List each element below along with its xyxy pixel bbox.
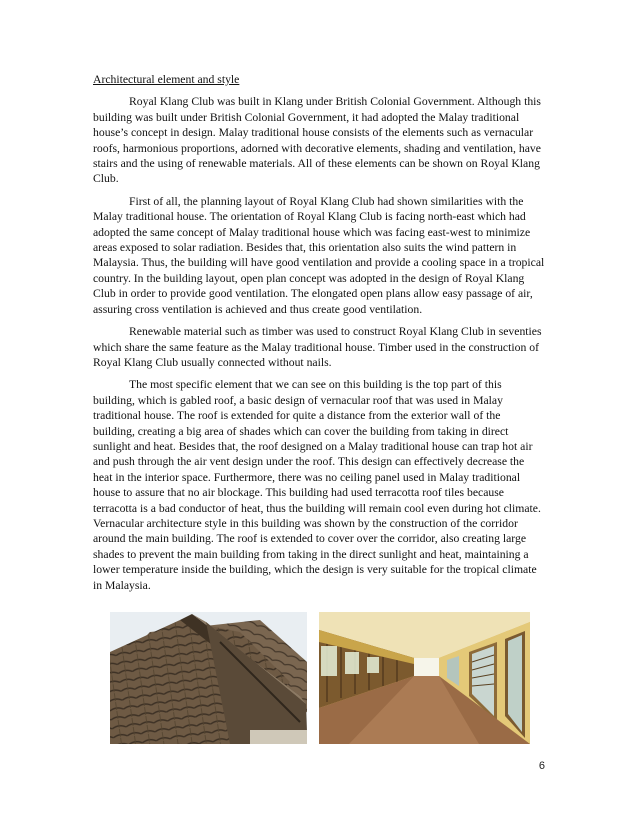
paragraph-2: First of all, the planning layout of Royal Klang Club had shown similarities with the Malay traditional house. The orientation of Royal Klang Club is facing north-east which had adopted the same concept of Malay traditional house which was facing east-west to minimize areas exposed to solar radiation. Besides that, this orientation also suits the wind pattern in Malaysia. Thus, the building will have good ventilation and provide a cooling space in a tropical country. In the building layout, open plan concept was adopted in the design of Royal Klang Club in order to provide good ventilation. The elongated open plans allow easy passage of air, assuring cross ventilation is achieved and thus create good ventilation. [93,194,545,316]
page-number: 6 [538,760,545,772]
section-heading: Architectural element and style [93,73,240,86]
roof-photo [110,612,307,744]
body-text [93,72,545,600]
corridor-photo-image [319,612,530,744]
paragraph-1: Royal Klang Club was built in Klang under British Colonial Government. Although this building was built under British Colonial Government, it had adopted the Malay traditional house’s concept in design. Malay traditional house consists of the elements such as vernacular roofs, harmonious proportions, adorned with decorative elements, shading and ventilation, have stairs and the using of renewable materials. All of these elements can be shown on Royal Klang Club. [93,95,541,186]
corridor-photo [319,612,530,744]
paragraph-3: Renewable material such as timber was used to construct Royal Klang Club in seventies which share the same feature as the Malay traditional house. Timber used in the construction of Royal Klang Club usually connected without nails. [93,325,542,369]
roof-photo-image [110,612,307,744]
paragraph-4: The most specific element that we can see on this building is the top part of this building, which is gabled roof, a basic design of vernacular roof that was used in Malay traditional house. The roof is extended for quite a distance from the exterior wall of the building, creating a big area of shades which can cover the building from taking in direct sunlight and heat. Besides that, the roof designed on a Malay traditional house can trap hot air and push through the air vent design under the roof. This design can effectively decrease the heat in the interior space. Furthermore, there was no ceiling panel used in Malay traditional house to assure that no air blockage. This building had used terracotta roof tiles because terracotta is a bad conductor of heat, thus the building will remain cool even during hot climate. Vernacular architecture style in this building was shown by the construction of the corridor around the main building. The roof is extended to cover over the corridor, also creating large shades to prevent the main building from taking in the direct sunlight and heat, maintaining a lower temperature inside the building, which the design is very suitable for the tropical climate in Malaysia. [93,378,541,592]
